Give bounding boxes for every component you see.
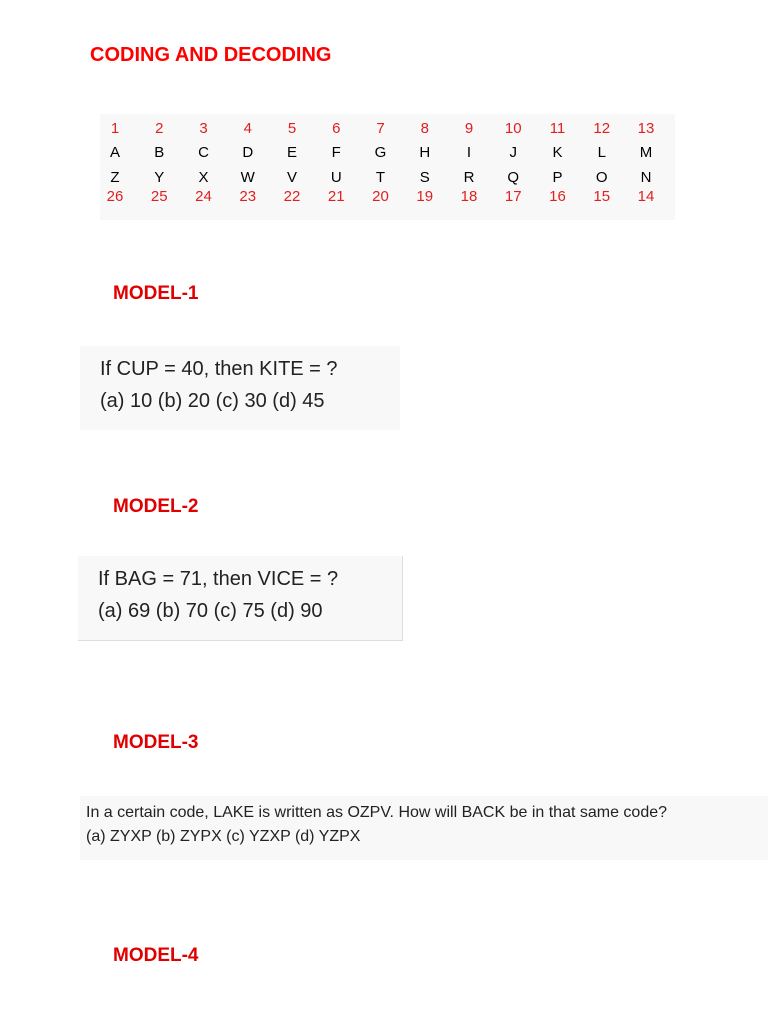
table-cell: A — [109, 144, 120, 161]
table-cell: Q — [507, 169, 520, 186]
table-cell: 15 — [593, 188, 611, 205]
table-cell: D — [242, 144, 254, 161]
table-cell: 24 — [195, 188, 212, 205]
table-cell: 19 — [416, 188, 434, 205]
model-4-heading: MODEL-4 — [113, 945, 199, 966]
table-cell: 12 — [593, 120, 611, 137]
table-cell: T — [375, 169, 386, 186]
table-cell: 20 — [372, 188, 389, 205]
model-2-options: (a) 69 (b) 70 (c) 75 (d) 90 — [98, 600, 323, 622]
table-cell: 1 — [110, 120, 120, 137]
table-cell: 21 — [327, 188, 345, 205]
table-cell: M — [639, 144, 653, 161]
table-cell: 14 — [637, 188, 655, 205]
table-cell: 7 — [376, 120, 385, 137]
table-cell: 26 — [106, 188, 124, 205]
table-cell: 2 — [155, 120, 164, 137]
table-cell: U — [330, 169, 342, 186]
table-cell: 23 — [239, 188, 257, 205]
model-1-heading: MODEL-1 — [113, 283, 199, 304]
table-cell: E — [286, 144, 297, 161]
table-cell: Y — [154, 169, 165, 186]
table-cell: V — [286, 169, 297, 186]
alphabet-number-table — [100, 114, 675, 220]
model-3-options: (a) ZYXP (b) ZYPX (c) YZXP (d) YZPX — [86, 828, 361, 845]
table-cell: 16 — [549, 188, 566, 205]
model-3-question: In a certain code, LAKE is written as OZPV. How will BACK be in that same code? — [86, 804, 668, 821]
model-2-heading: MODEL-2 — [113, 496, 199, 517]
model-2-question: If BAG = 71, then VICE = ? — [98, 568, 339, 590]
table-cell: Z — [110, 169, 120, 186]
table-cell: 13 — [637, 120, 655, 137]
table-cell: L — [597, 144, 606, 161]
model-1-question-box — [80, 346, 400, 430]
number-row-ascending — [100, 118, 675, 140]
table-cell: W — [240, 169, 255, 186]
model-1-options: (a) 10 (b) 20 (c) 30 (d) 45 — [100, 390, 325, 412]
table-cell: K — [552, 144, 563, 161]
table-cell: O — [595, 169, 608, 186]
model-1-question: If CUP = 40, then KITE = ? — [100, 358, 338, 380]
table-cell: I — [466, 144, 472, 161]
table-cell: 5 — [287, 120, 297, 137]
letter-row-forward — [100, 142, 675, 164]
page-title: CODING AND DECODING — [90, 44, 332, 66]
table-cell: 22 — [283, 188, 301, 205]
table-cell: P — [552, 169, 563, 186]
table-cell: S — [419, 169, 430, 186]
table-cell: C — [198, 144, 209, 161]
table-cell: 11 — [549, 120, 566, 137]
table-cell: 9 — [464, 120, 474, 137]
model-2-question-box — [78, 556, 403, 641]
number-row-descending — [100, 186, 675, 208]
table-cell: N — [640, 169, 652, 186]
table-cell: G — [374, 144, 387, 161]
table-cell: B — [154, 144, 165, 161]
table-cell: 17 — [504, 188, 522, 205]
table-cell: J — [509, 144, 517, 161]
table-cell: 4 — [243, 120, 252, 137]
table-cell: 18 — [460, 188, 478, 205]
table-cell: 8 — [420, 120, 429, 137]
table-cell: 3 — [199, 120, 208, 137]
model-3-heading: MODEL-3 — [113, 732, 199, 753]
table-cell: 10 — [504, 120, 522, 137]
table-cell: 6 — [332, 120, 341, 137]
table-cell: F — [331, 144, 341, 161]
model-3-question-box — [80, 796, 768, 860]
table-cell: R — [463, 169, 475, 186]
table-cell: H — [419, 144, 431, 161]
table-cell: X — [198, 169, 209, 186]
table-cell: 25 — [150, 188, 168, 205]
